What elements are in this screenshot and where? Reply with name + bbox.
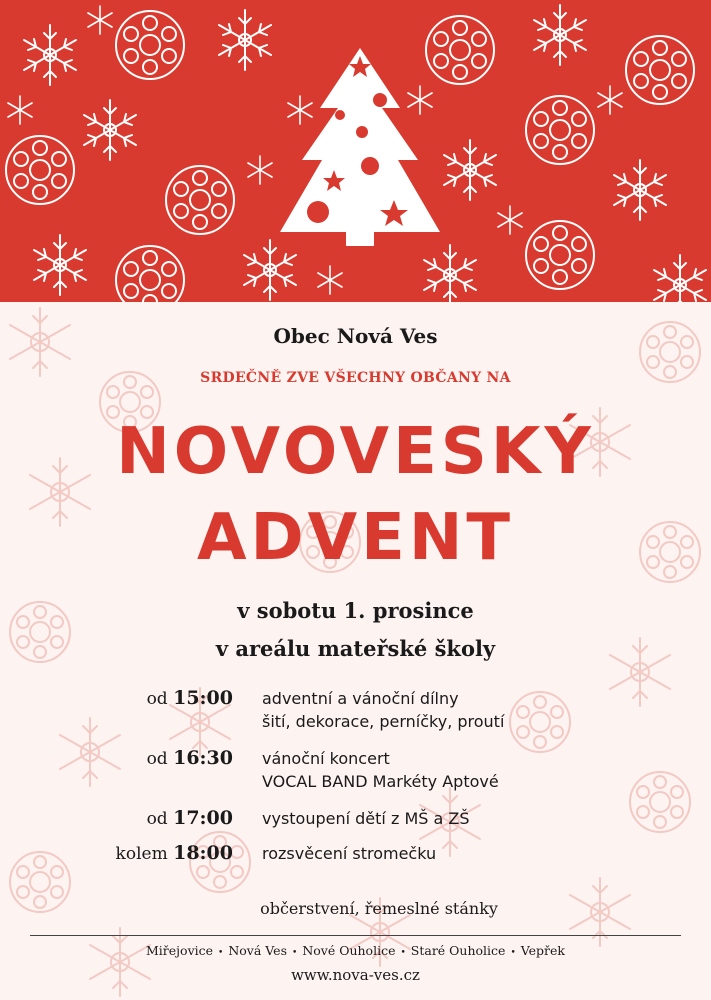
program-time xyxy=(147,747,233,769)
program-time-prefix: kolem xyxy=(115,844,168,864)
program-time-prefix: od xyxy=(146,809,168,829)
program-time-value: 17:00 xyxy=(173,807,233,829)
village-separator: • xyxy=(400,948,406,958)
organizer-name: Obec Nová Ves xyxy=(273,324,438,348)
village-name: Staré Ouholice xyxy=(410,943,506,958)
program-line: vánoční koncert xyxy=(262,749,390,768)
event-date: v sobotu 1. prosince xyxy=(237,598,474,623)
program-time xyxy=(147,687,233,709)
program-description xyxy=(262,807,702,830)
program-time-value: 15:00 xyxy=(173,687,233,709)
village-list xyxy=(0,943,711,958)
poster-content xyxy=(0,302,711,1000)
village-name: Nové Ouholice xyxy=(302,943,396,958)
footer-divider xyxy=(30,935,681,936)
program-description xyxy=(262,747,702,793)
invitation-line: SRDEČNĚ ZVE VŠECHNY OBČANY NA xyxy=(200,370,511,386)
village-separator: • xyxy=(510,948,516,958)
program-time-value: 18:00 xyxy=(173,842,233,864)
program-time xyxy=(116,842,233,864)
event-place: v areálu mateřské školy xyxy=(215,636,496,661)
christmas-tree-icon xyxy=(0,0,711,302)
program-time xyxy=(147,807,233,829)
program-time-value: 16:30 xyxy=(173,747,233,769)
village-name: Nová Ves xyxy=(228,943,287,958)
website-link[interactable]: www.nova-ves.cz xyxy=(291,966,420,984)
village-name: Vepřek xyxy=(520,943,565,958)
program-line: adventní a vánoční dílny xyxy=(262,689,459,708)
event-title-line-1: NOVOVESKÝ xyxy=(116,415,595,489)
header-banner xyxy=(0,0,711,302)
village-name: Miřejovice xyxy=(146,943,214,958)
program-time-prefix: od xyxy=(146,749,168,769)
program-line: rozsvěcení stromečku xyxy=(262,844,437,863)
extras-note: občerstvení, řemeslné stánky xyxy=(260,899,498,918)
program-time-prefix: od xyxy=(146,689,168,709)
event-title-line-2: ADVENT xyxy=(196,501,515,575)
village-separator: • xyxy=(292,948,298,958)
program-line: šití, dekorace, perníčky, proutí xyxy=(262,712,505,731)
program-line: VOCAL BAND Markéty Aptové xyxy=(262,772,499,791)
village-separator: • xyxy=(218,948,224,958)
program-line: vystoupení dětí z MŠ a ZŠ xyxy=(262,809,470,828)
program-description xyxy=(262,687,702,733)
program-description xyxy=(262,842,702,865)
